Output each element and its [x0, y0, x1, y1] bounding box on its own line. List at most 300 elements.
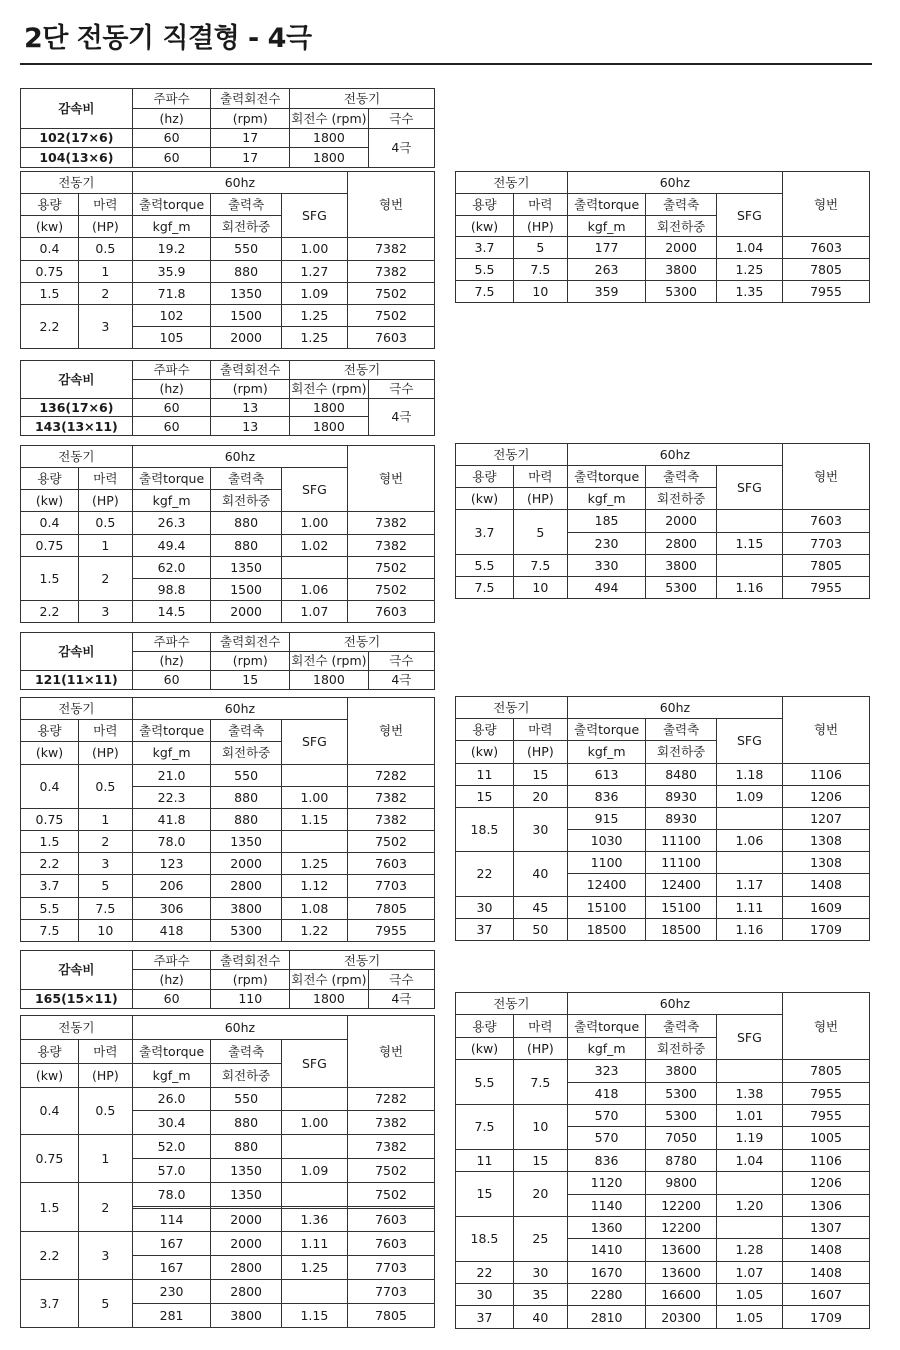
ratio-row [21, 671, 435, 690]
output-shaft-header: 출력축 [211, 1039, 281, 1063]
torque-header: 출력torque [132, 720, 211, 742]
horsepower-cell: 20 [513, 785, 567, 807]
model-number-cell: 7955 [783, 1104, 870, 1126]
torque-cell: 1100 [567, 852, 646, 874]
torque-cell: 26.3 [132, 512, 211, 534]
frequency-value: 60 [132, 398, 211, 417]
table-row [21, 1280, 435, 1304]
sfg-cell: 1.16 [716, 918, 782, 940]
radial-load-cell: 1350 [211, 831, 281, 853]
radial-load-cell: 2800 [646, 532, 716, 554]
frequency-header: 주파수 [132, 361, 211, 380]
model-number-cell: 7282 [348, 1087, 435, 1111]
model-number-cell: 1005 [783, 1127, 870, 1149]
frequency-header: 주파수 [132, 951, 211, 970]
ratio-value: 165(15×11) [21, 989, 133, 1008]
model-number-cell: 7603 [783, 510, 870, 532]
frequency-60hz-header: 60hz [132, 446, 347, 468]
table-row [21, 764, 435, 786]
model-number-cell: 1207 [783, 807, 870, 829]
capacity-kw-cell: 18.5 [456, 1216, 514, 1261]
poles-header: 극수 [368, 970, 434, 989]
horsepower-cell: 7.5 [513, 259, 567, 281]
capacity-kw-cell: 0.75 [21, 1135, 79, 1183]
poles-value: 4극 [368, 989, 434, 1008]
horsepower-cell: 40 [513, 1306, 567, 1329]
output-shaft-header: 출력축 [211, 468, 281, 490]
horsepower-cell: 0.5 [78, 764, 132, 808]
capacity-header: 용량 [21, 720, 79, 742]
sfg-cell [281, 764, 347, 786]
ratio-value: 102(17×6) [21, 128, 133, 148]
table-row [21, 808, 435, 830]
radial-load-header: 회전하중 [211, 742, 281, 764]
table-row [21, 853, 435, 875]
table-row [456, 510, 870, 532]
motor-rpm-header: 회전수 (rpm) [290, 108, 369, 128]
torque-cell: 35.9 [132, 260, 211, 282]
sfg-header: SFG [716, 719, 782, 763]
horsepower-header: 마력 [78, 720, 132, 742]
torque-cell: 359 [567, 281, 646, 303]
motor-rpm-value: 1800 [290, 148, 369, 168]
spec-table [455, 171, 870, 303]
horsepower-header: 마력 [513, 1015, 567, 1037]
capacity-header: 용량 [456, 193, 514, 215]
radial-load-cell: 880 [211, 1111, 281, 1135]
horsepower-cell: 7.5 [513, 1060, 567, 1105]
sfg-cell: 1.00 [281, 786, 347, 808]
frequency-value: 60 [132, 128, 211, 148]
capacity-kw-cell: 15 [456, 785, 514, 807]
capacity-kw-cell: 15 [456, 1172, 514, 1217]
sfg-cell: 1.09 [716, 785, 782, 807]
horsepower-cell: 50 [513, 918, 567, 940]
poles-header: 극수 [368, 379, 434, 398]
spec-table-4-right [455, 992, 870, 1329]
radial-load-cell: 2000 [646, 237, 716, 259]
capacity-kw-cell: 11 [456, 1149, 514, 1171]
horsepower-cell: 30 [513, 807, 567, 851]
sfg-cell: 1.18 [716, 763, 782, 785]
kw-unit: (kw) [456, 488, 514, 510]
model-number-cell: 1709 [783, 1306, 870, 1329]
capacity-header: 용량 [456, 466, 514, 488]
model-number-cell: 7382 [348, 1111, 435, 1135]
capacity-kw-cell: 5.5 [21, 897, 79, 919]
sfg-cell: 1.25 [281, 1256, 347, 1280]
torque-cell: 98.8 [132, 578, 211, 600]
table-row [21, 304, 435, 326]
ratio-table [20, 88, 435, 168]
model-number-cell: 1206 [783, 1172, 870, 1194]
hp-unit: (HP) [513, 1037, 567, 1059]
output-rpm-value: 15 [211, 671, 290, 690]
hp-unit: (HP) [78, 490, 132, 512]
poles-value: 4극 [368, 398, 434, 436]
radial-load-cell: 2000 [211, 853, 281, 875]
torque-cell: 1030 [567, 830, 646, 852]
radial-load-header: 회전하중 [646, 741, 716, 763]
radial-load-cell: 5300 [646, 1082, 716, 1104]
sfg-cell: 1.25 [716, 259, 782, 281]
horsepower-cell: 2 [78, 282, 132, 304]
capacity-kw-cell: 1.5 [21, 556, 79, 600]
sfg-cell [716, 807, 782, 829]
sfg-cell: 1.35 [716, 281, 782, 303]
motor-rpm-value: 1800 [290, 671, 369, 690]
torque-cell: 18500 [567, 918, 646, 940]
radial-load-cell: 20300 [646, 1306, 716, 1329]
radial-load-cell: 16600 [646, 1284, 716, 1306]
ratio-value: 121(11×11) [21, 671, 133, 690]
rpm-unit: (rpm) [211, 108, 290, 128]
radial-load-cell: 7050 [646, 1127, 716, 1149]
kw-unit: (kw) [456, 1037, 514, 1059]
motor-header: 전동기 [21, 172, 133, 194]
capacity-kw-cell: 7.5 [21, 919, 79, 941]
sfg-header: SFG [281, 1039, 347, 1087]
capacity-kw-cell: 3.7 [21, 875, 79, 897]
horsepower-cell: 3 [78, 304, 132, 348]
model-number-cell: 7502 [348, 556, 435, 578]
radial-load-cell: 8480 [646, 763, 716, 785]
model-number-cell: 7502 [348, 831, 435, 853]
torque-cell: 613 [567, 763, 646, 785]
sfg-cell: 1.15 [281, 808, 347, 830]
frequency-header: 주파수 [132, 633, 211, 652]
sfg-cell: 1.11 [716, 896, 782, 918]
frequency-60hz-header: 60hz [567, 172, 782, 194]
horsepower-cell: 10 [513, 281, 567, 303]
radial-load-cell: 18500 [646, 918, 716, 940]
horsepower-cell: 25 [513, 1216, 567, 1261]
model-number-cell: 7603 [348, 1208, 435, 1232]
sfg-cell [281, 1135, 347, 1159]
model-number-cell: 1408 [783, 1261, 870, 1283]
capacity-kw-cell: 37 [456, 918, 514, 940]
output-shaft-header: 출력축 [646, 193, 716, 215]
motor-header: 전동기 [456, 172, 568, 194]
model-number-cell: 1106 [783, 763, 870, 785]
radial-load-cell: 880 [211, 512, 281, 534]
horsepower-cell: 5 [513, 510, 567, 554]
kgfm-unit: kgf_m [567, 1037, 646, 1059]
torque-header: 출력torque [567, 719, 646, 741]
motor-header: 전동기 [456, 697, 568, 719]
spec-table-1-left [20, 171, 435, 349]
horsepower-cell: 1 [78, 534, 132, 556]
hz-unit: (hz) [132, 108, 211, 128]
radial-load-cell: 12200 [646, 1194, 716, 1216]
model-header: 형번 [783, 993, 870, 1060]
radial-load-cell: 1350 [211, 282, 281, 304]
output-rpm-value: 17 [211, 128, 290, 148]
frequency-value: 60 [132, 989, 211, 1008]
table-row [456, 1172, 870, 1194]
horsepower-header: 마력 [513, 466, 567, 488]
sfg-cell: 1.38 [716, 1082, 782, 1104]
torque-cell: 281 [132, 1304, 211, 1328]
torque-cell: 78.0 [132, 1183, 211, 1207]
torque-cell: 418 [567, 1082, 646, 1104]
output-shaft-header: 출력축 [646, 719, 716, 741]
sfg-cell: 1.25 [281, 853, 347, 875]
model-number-cell: 7805 [783, 554, 870, 576]
table-row [456, 852, 870, 874]
sfg-cell: 1.06 [716, 830, 782, 852]
model-number-cell: 1308 [783, 830, 870, 852]
sfg-cell: 1.06 [281, 578, 347, 600]
ratio-table-3 [20, 632, 435, 690]
sfg-header: SFG [716, 193, 782, 237]
table-row [456, 785, 870, 807]
capacity-kw-cell: 0.75 [21, 808, 79, 830]
kw-unit: (kw) [21, 742, 79, 764]
model-number-cell: 7502 [348, 282, 435, 304]
motor-rpm-value: 1800 [290, 128, 369, 148]
model-number-cell: 7703 [348, 1280, 435, 1304]
torque-cell: 570 [567, 1127, 646, 1149]
ratio-value: 136(17×6) [21, 398, 133, 417]
torque-cell: 26.0 [132, 1087, 211, 1111]
table-row [21, 1232, 435, 1256]
model-number-cell: 1408 [783, 874, 870, 896]
motor-header: 전동기 [21, 698, 133, 720]
torque-cell: 323 [567, 1060, 646, 1082]
torque-cell: 41.8 [132, 808, 211, 830]
capacity-kw-cell: 7.5 [456, 281, 514, 303]
torque-cell: 2280 [567, 1284, 646, 1306]
model-number-cell: 7382 [348, 808, 435, 830]
horsepower-cell: 10 [513, 1104, 567, 1149]
radial-load-cell: 2800 [211, 1280, 281, 1304]
sfg-cell [716, 510, 782, 532]
torque-cell: 21.0 [132, 764, 211, 786]
sfg-cell [716, 852, 782, 874]
capacity-kw-cell: 30 [456, 1284, 514, 1306]
table-row [456, 1104, 870, 1126]
sfg-cell: 1.00 [281, 1111, 347, 1135]
radial-load-header: 회전하중 [211, 216, 281, 238]
torque-cell: 570 [567, 1104, 646, 1126]
model-number-cell: 7703 [783, 532, 870, 554]
title-divider [20, 63, 872, 65]
radial-load-cell: 2800 [211, 1256, 281, 1280]
model-number-cell: 1607 [783, 1284, 870, 1306]
horsepower-cell: 45 [513, 896, 567, 918]
radial-load-cell: 1350 [211, 1159, 281, 1183]
capacity-kw-cell: 5.5 [456, 259, 514, 281]
ratio-header: 감속비 [21, 361, 133, 399]
model-number-cell: 7703 [348, 1256, 435, 1280]
table-row [456, 554, 870, 576]
torque-cell: 418 [132, 919, 211, 941]
radial-load-cell: 1500 [211, 578, 281, 600]
radial-load-cell: 2000 [211, 1232, 281, 1256]
output-shaft-header: 출력축 [646, 466, 716, 488]
sfg-cell: 1.09 [281, 1159, 347, 1183]
spec-table [20, 1015, 435, 1328]
capacity-kw-cell: 2.2 [21, 1232, 79, 1280]
motor-rpm-header: 회전수 (rpm) [290, 970, 369, 989]
horsepower-cell: 35 [513, 1284, 567, 1306]
sfg-cell: 1.25 [281, 304, 347, 326]
torque-cell: 1140 [567, 1194, 646, 1216]
radial-load-cell: 15100 [646, 896, 716, 918]
sfg-cell [716, 1060, 782, 1082]
kgfm-unit: kgf_m [567, 215, 646, 237]
torque-cell: 123 [132, 853, 211, 875]
kw-unit: (kw) [21, 216, 79, 238]
ratio-table [20, 950, 435, 1009]
frequency-60hz-header: 60hz [132, 698, 347, 720]
ratio-table-1 [20, 88, 435, 168]
sfg-cell: 1.00 [281, 238, 347, 260]
radial-load-cell: 3800 [646, 554, 716, 576]
model-number-cell: 7805 [348, 897, 435, 919]
radial-load-cell: 880 [211, 808, 281, 830]
torque-cell: 105 [132, 326, 211, 348]
model-number-cell: 1306 [783, 1194, 870, 1216]
frequency-header: 주파수 [132, 89, 211, 109]
horsepower-cell: 5 [78, 875, 132, 897]
torque-header: 출력torque [132, 194, 211, 216]
motor-rpm-header: 회전수 (rpm) [291, 381, 367, 397]
table-row [21, 875, 435, 897]
sfg-cell [281, 556, 347, 578]
torque-cell: 52.0 [132, 1135, 211, 1159]
sfg-cell: 1.05 [716, 1284, 782, 1306]
kgfm-unit: kgf_m [132, 1063, 211, 1087]
torque-cell: 230 [132, 1280, 211, 1304]
motor-header: 전동기 [290, 89, 435, 109]
sfg-header: SFG [716, 1015, 782, 1060]
output-rpm-value: 13 [211, 417, 290, 436]
model-number-cell: 1206 [783, 785, 870, 807]
spec-table [455, 992, 870, 1329]
kgfm-unit: kgf_m [132, 216, 211, 238]
table-row [21, 919, 435, 941]
torque-cell: 22.3 [132, 786, 211, 808]
motor-rpm-value: 1800 [290, 398, 369, 417]
sfg-cell: 1.19 [716, 1127, 782, 1149]
horsepower-header: 마력 [78, 1039, 132, 1063]
torque-cell: 19.2 [132, 238, 211, 260]
hp-unit: (HP) [513, 215, 567, 237]
radial-load-cell: 13600 [646, 1261, 716, 1283]
radial-load-cell: 1500 [211, 304, 281, 326]
torque-cell: 1360 [567, 1216, 646, 1238]
capacity-kw-cell: 5.5 [456, 554, 514, 576]
model-number-cell: 1408 [783, 1239, 870, 1261]
model-number-cell: 7603 [348, 853, 435, 875]
sfg-cell: 1.27 [281, 260, 347, 282]
radial-load-cell: 5300 [211, 919, 281, 941]
torque-cell: 167 [132, 1256, 211, 1280]
radial-load-cell: 2000 [211, 326, 281, 348]
horsepower-cell: 20 [513, 1172, 567, 1217]
radial-load-header: 회전하중 [646, 488, 716, 510]
spec-table-3-left [20, 697, 435, 942]
table-row [456, 576, 870, 598]
model-number-cell: 7382 [348, 512, 435, 534]
capacity-kw-cell: 3.7 [456, 237, 514, 259]
kw-unit: (kw) [21, 1063, 79, 1087]
radial-load-cell: 2800 [211, 875, 281, 897]
output-rpm-value: 110 [211, 989, 290, 1008]
radial-load-cell: 3800 [211, 1304, 281, 1328]
sfg-header: SFG [716, 466, 782, 510]
radial-load-header: 회전하중 [646, 1037, 716, 1059]
table-row [21, 1087, 435, 1111]
rpm-unit: (rpm) [211, 652, 290, 671]
sfg-header: SFG [281, 468, 347, 512]
ratio-value: 143(13×11) [21, 417, 133, 436]
hp-unit: (HP) [78, 216, 132, 238]
sfg-cell: 1.16 [716, 576, 782, 598]
model-number-cell: 7282 [348, 764, 435, 786]
poles-value: 4극 [368, 128, 434, 168]
capacity-kw-cell: 7.5 [456, 1104, 514, 1149]
torque-cell: 57.0 [132, 1159, 211, 1183]
table-row [21, 897, 435, 919]
sfg-cell: 1.08 [281, 897, 347, 919]
table-row [456, 896, 870, 918]
frequency-60hz-header: 60hz [132, 172, 347, 194]
radial-load-cell: 8780 [646, 1149, 716, 1171]
spec-table-1-right [455, 171, 870, 303]
sfg-cell: 1.04 [716, 237, 782, 259]
poles-header: 극수 [368, 652, 434, 671]
hp-unit: (HP) [513, 488, 567, 510]
capacity-kw-cell: 0.75 [21, 260, 79, 282]
model-header: 형번 [348, 698, 435, 765]
horsepower-cell: 10 [78, 919, 132, 941]
capacity-kw-cell: 3.7 [21, 1280, 79, 1328]
table-row [456, 1261, 870, 1283]
sfg-cell: 1.15 [716, 532, 782, 554]
capacity-kw-cell: 1.5 [21, 1183, 79, 1232]
sfg-cell: 1.07 [281, 600, 347, 622]
motor-header: 전동기 [290, 633, 435, 652]
sfg-cell [281, 1183, 347, 1207]
horsepower-cell: 5 [78, 1280, 132, 1328]
radial-load-cell: 3800 [646, 259, 716, 281]
poles-value: 4극 [368, 671, 434, 690]
torque-cell: 177 [567, 237, 646, 259]
torque-header: 출력torque [132, 1039, 211, 1063]
torque-cell: 206 [132, 875, 211, 897]
model-number-cell: 7502 [348, 1183, 435, 1207]
model-number-cell: 7382 [348, 534, 435, 556]
model-number-cell: 1307 [783, 1216, 870, 1238]
model-number-cell: 7382 [348, 260, 435, 282]
radial-load-cell: 5300 [646, 281, 716, 303]
spec-table [20, 697, 435, 942]
sfg-cell [281, 831, 347, 853]
ratio-value: 104(13×6) [21, 148, 133, 168]
ratio-row [21, 128, 435, 148]
horsepower-cell: 0.5 [78, 1087, 132, 1135]
output-shaft-header: 출력축 [211, 720, 281, 742]
horsepower-cell: 15 [513, 763, 567, 785]
ratio-header: 감속비 [21, 951, 133, 990]
model-number-cell: 7703 [348, 875, 435, 897]
torque-header: 출력torque [132, 468, 211, 490]
radial-load-cell: 5300 [646, 1104, 716, 1126]
hz-unit: (hz) [132, 379, 211, 398]
